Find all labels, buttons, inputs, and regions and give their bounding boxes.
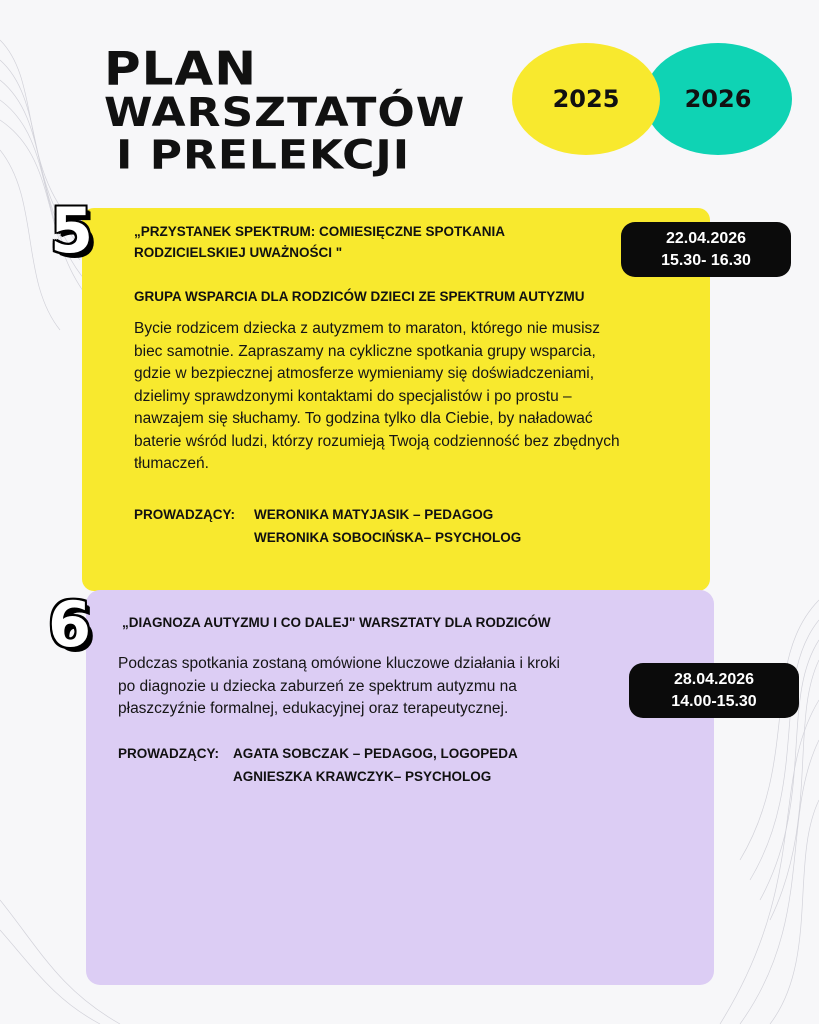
title-line-1: PLAN — [104, 42, 258, 96]
event-5-title — [134, 221, 604, 263]
event-6-description-line: po diagnozie u dziecka zaburzeń ze spektrum autyzmu na — [118, 677, 517, 695]
event-6-description — [118, 653, 618, 721]
page-title — [104, 42, 466, 179]
event-5-subtitle: GRUPA WSPARCIA DLA RODZICÓW DZIECI ZE SPEKTRUM AUTYZMU — [134, 289, 585, 304]
year-2025-label: 2025 — [552, 85, 620, 113]
event-5-description-line: dzielimy sprawdzonymi kontaktami do specjalistów i po prostu – — [134, 387, 572, 405]
event-5-leader-2: WERONIKA SOBOCIŃSKA– PSYCHOLOG — [254, 530, 522, 545]
event-5-description-line: nawzajem się słuchamy. To godzina tylko dla Ciebie, by naładować — [134, 410, 593, 427]
event-5-description-line: biec samotnie. Zapraszamy na cykliczne spotkania grupy wsparcia, — [134, 342, 596, 360]
event-5-description-line: tłumaczeń. — [134, 455, 209, 472]
event-6-time: 14.00-15.30 — [671, 692, 757, 710]
event-5-description — [134, 318, 694, 476]
event-5-leader-1: WERONIKA MATYJASIK – PEDAGOG — [254, 507, 494, 522]
event-6-title: „DIAGNOZA AUTYZMU I CO DALEJ" WARSZTATY DLA RODZICÓW — [122, 615, 551, 630]
event-6-leaders — [118, 742, 518, 788]
event-5-date: 22.04.2026 — [665, 229, 747, 247]
event-6-description-line: płaszczyźnie formalnej, edukacyjnej oraz terapeutycznej. — [118, 700, 509, 717]
event-6-leader-1: AGATA SOBCZAK – PEDAGOG, LOGOPEDA — [233, 746, 518, 761]
event-5-time: 15.30- 16.30 — [661, 251, 751, 269]
year-2026-badge — [644, 43, 792, 155]
event-5-title-line-1: „PRZYSTANEK SPEKTRUM: COMIESIĘCZNE SPOTKANIA — [134, 224, 506, 239]
title-line-3: I PRELEKCJI — [116, 131, 411, 179]
event-6-leader-2: AGNIESZKA KRAWCZYK– PSYCHOLOG — [233, 769, 492, 784]
title-line-2: WARSZTATÓW — [104, 89, 466, 137]
year-2025-badge — [512, 43, 660, 155]
event-5-description-line: gdzie w bezpiecznej atmosferze wymieniamy się doświadczeniami, — [134, 365, 595, 382]
event-5-description-line: Bycie rodzicem dziecka z autyzmem to maraton, którego nie musisz — [134, 320, 601, 337]
event-6-description-line: Podczas spotkania zostaną omówione kluczowe działania i kroki — [118, 655, 560, 672]
event-6-number: 6 — [48, 588, 92, 661]
event-5-date-badge — [621, 222, 791, 277]
year-2026-label: 2026 — [684, 85, 752, 113]
event-5-description-line: baterie wśród ludzi, którzy rozumieją Twoją codzienność bez zbędnych — [134, 432, 620, 450]
event-5-leaders-label: PROWADZĄCY: — [134, 507, 235, 522]
event-6-date-badge — [629, 663, 799, 718]
event-5-title-line-2: RODZICIELSKIEJ UWAŻNOŚCI " — [134, 245, 343, 260]
event-5-leaders — [134, 503, 521, 549]
event-6-date: 28.04.2026 — [673, 670, 755, 688]
event-6-leaders-label: PROWADZĄCY: — [118, 746, 219, 761]
event-5-number: 5 — [50, 194, 94, 267]
